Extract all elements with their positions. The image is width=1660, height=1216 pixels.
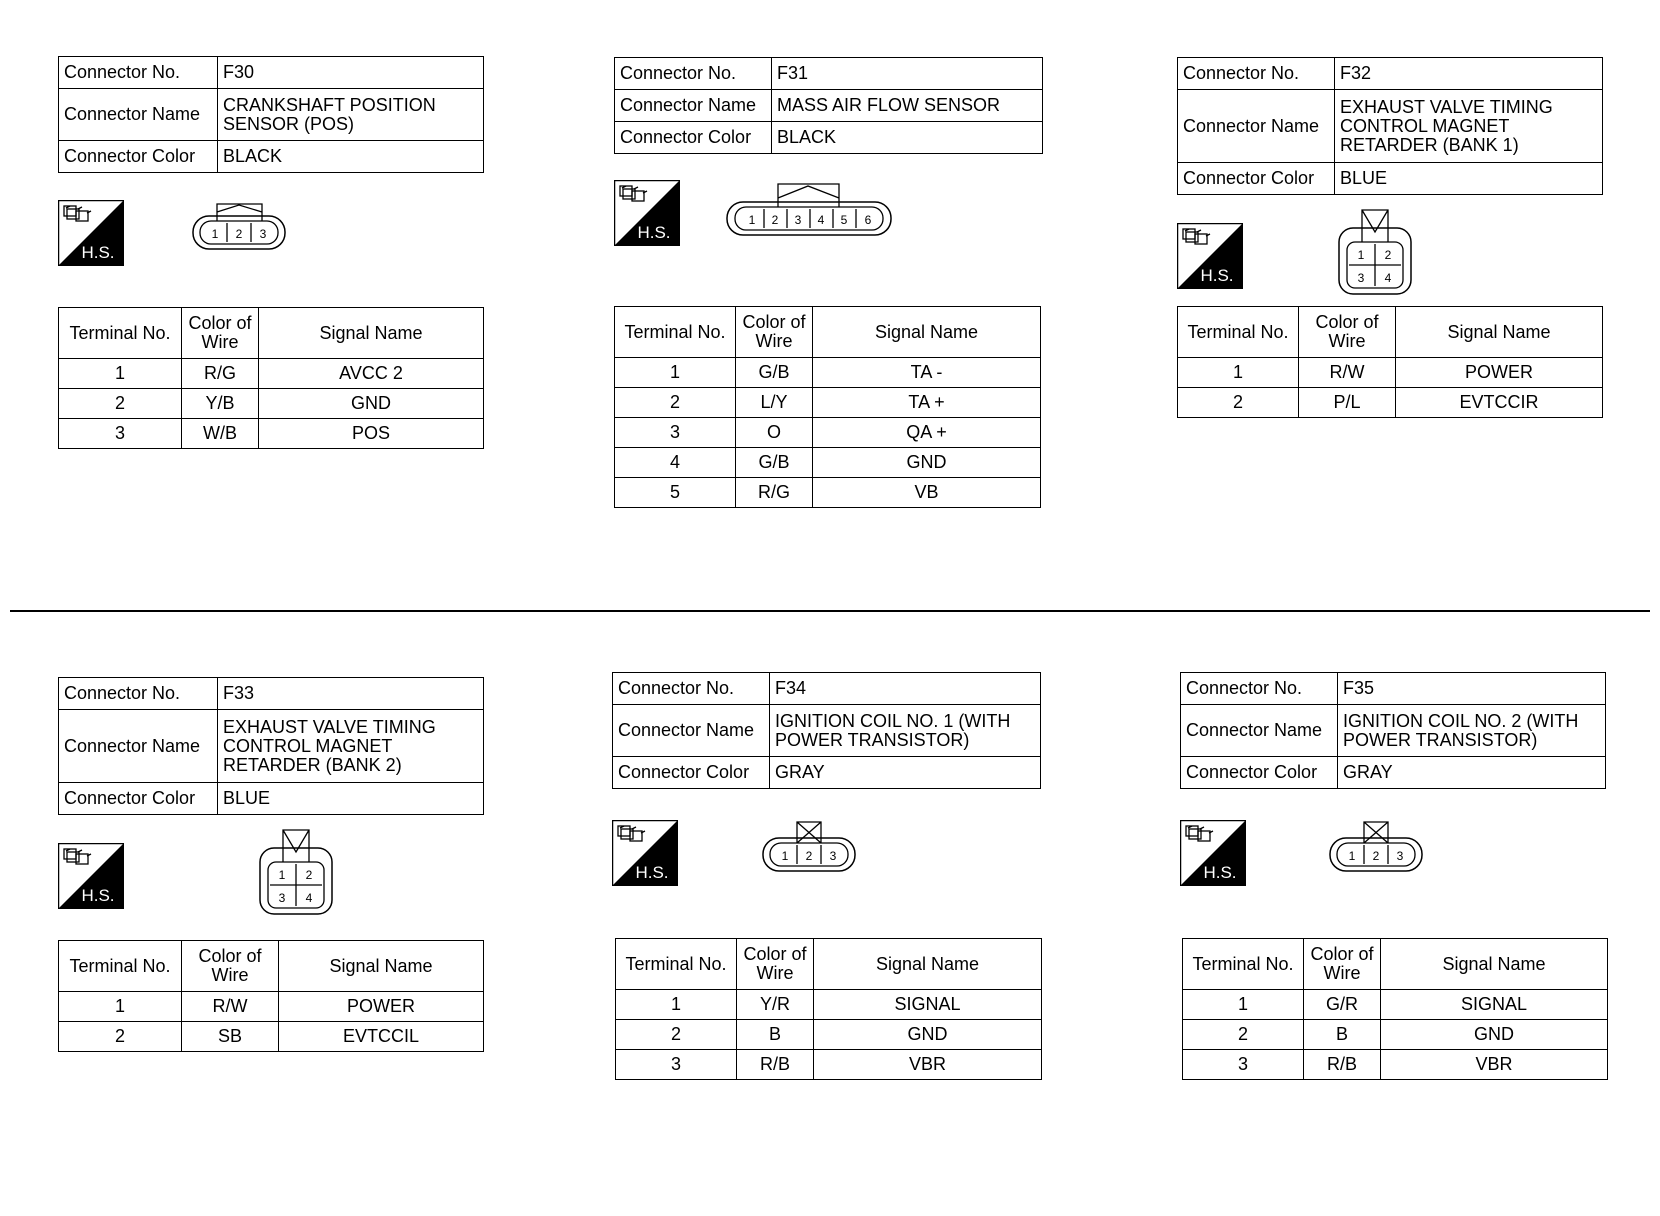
- wire-cell: L/Y: [736, 388, 813, 418]
- signal-name-header: Signal Name: [1396, 307, 1603, 358]
- signal-name-header: Signal Name: [1381, 939, 1608, 990]
- connector-face-3pin: [1327, 818, 1427, 876]
- terminal-cell: 1: [1183, 990, 1304, 1020]
- terminal-cell: 2: [1178, 388, 1299, 418]
- pin-3: 3: [1396, 849, 1404, 863]
- connector-info-table: [58, 677, 484, 815]
- pin-1: 1: [1348, 849, 1356, 863]
- connector-color-label: Connector Color: [613, 757, 770, 789]
- connector-name-value: MASS AIR FLOW SENSOR: [772, 90, 1043, 122]
- wire-color-header: Color of Wire: [1304, 939, 1381, 990]
- connector-name-value: IGNITION COIL NO. 2 (WITH POWER TRANSISTOR): [1338, 705, 1606, 757]
- connector-info-table: [612, 672, 1041, 789]
- connector-name-label: Connector Name: [1181, 705, 1338, 757]
- signal-cell: TA +: [813, 388, 1041, 418]
- pin-4: 4: [1384, 271, 1392, 285]
- terminal-cell: 1: [59, 359, 182, 389]
- connector-color-label: Connector Color: [1178, 163, 1335, 195]
- signal-cell: SIGNAL: [814, 990, 1042, 1020]
- pin-1: 1: [1357, 248, 1365, 262]
- connector-no-label: Connector No.: [59, 678, 218, 710]
- connector-no-value: F31: [772, 58, 1043, 90]
- terminal-no-header: Terminal No.: [59, 941, 182, 992]
- wire-color-header: Color of Wire: [182, 308, 259, 359]
- connector-color-value: GRAY: [1338, 757, 1606, 789]
- terminal-cell: 1: [1178, 358, 1299, 388]
- signal-cell: POWER: [1396, 358, 1603, 388]
- connector-face-6pin: [724, 178, 894, 240]
- wire-cell: R/G: [736, 478, 813, 508]
- terminal-cell: 1: [616, 990, 737, 1020]
- signal-name-header: Signal Name: [259, 308, 484, 359]
- harness-side-icon: [1180, 820, 1246, 886]
- connector-no-label: Connector No.: [59, 57, 218, 89]
- signal-cell: TA -: [813, 358, 1041, 388]
- pin-1: 1: [781, 849, 789, 863]
- terminal-cell: 3: [615, 418, 736, 448]
- connector-name-label: Connector Name: [1178, 90, 1335, 163]
- wire-cell: G/B: [736, 358, 813, 388]
- wire-color-header: Color of Wire: [1299, 307, 1396, 358]
- signal-cell: POS: [259, 419, 484, 449]
- wire-cell: R/W: [182, 992, 279, 1022]
- connector-no-value: F30: [218, 57, 484, 89]
- harness-side-icon: [1177, 223, 1243, 289]
- pin-2: 2: [805, 849, 813, 863]
- pin-2: 2: [235, 227, 243, 241]
- terminal-cell: 1: [59, 992, 182, 1022]
- terminal-cell: 4: [615, 448, 736, 478]
- wire-cell: R/G: [182, 359, 259, 389]
- signal-cell: GND: [814, 1020, 1042, 1050]
- pin-3: 3: [794, 213, 802, 227]
- table-row: [615, 448, 1041, 478]
- harness-side-icon: [58, 200, 124, 266]
- connector-name-label: Connector Name: [59, 89, 218, 141]
- terminal-no-header: Terminal No.: [59, 308, 182, 359]
- signal-name-header: Signal Name: [813, 307, 1041, 358]
- pin-1: 1: [211, 227, 219, 241]
- table-row: [615, 358, 1041, 388]
- pin-2: 2: [1384, 248, 1392, 262]
- pin-6: 6: [864, 213, 872, 227]
- terminal-cell: 2: [59, 1022, 182, 1052]
- table-row: [1178, 358, 1603, 388]
- connector-color-label: Connector Color: [59, 141, 218, 173]
- terminal-no-header: Terminal No.: [615, 307, 736, 358]
- connector-color-value: GRAY: [770, 757, 1041, 789]
- connector-no-value: F33: [218, 678, 484, 710]
- connector-name-value: CRANKSHAFT POSITION SENSOR (POS): [218, 89, 484, 141]
- connector-face-4pin: [257, 826, 337, 918]
- wire-cell: G/R: [1304, 990, 1381, 1020]
- signal-cell: SIGNAL: [1381, 990, 1608, 1020]
- connector-info-table: [1180, 672, 1606, 789]
- terminal-no-header: Terminal No.: [616, 939, 737, 990]
- table-row: [1183, 1020, 1608, 1050]
- terminal-cell: 2: [616, 1020, 737, 1050]
- connector-face-3pin: [190, 198, 290, 254]
- pin-5: 5: [840, 213, 848, 227]
- harness-side-icon: [614, 180, 680, 246]
- pin-2: 2: [305, 868, 313, 882]
- table-row: [1183, 1050, 1608, 1080]
- signal-cell: GND: [813, 448, 1041, 478]
- wire-cell: B: [737, 1020, 814, 1050]
- terminal-table: [614, 306, 1041, 508]
- connector-face-3pin: [760, 818, 860, 876]
- signal-name-header: Signal Name: [279, 941, 484, 992]
- table-row: [59, 1022, 484, 1052]
- wire-cell: Y/B: [182, 389, 259, 419]
- connector-no-label: Connector No.: [615, 58, 772, 90]
- pin-4: 4: [305, 891, 313, 905]
- connector-color-label: Connector Color: [59, 783, 218, 815]
- table-row: [616, 1050, 1042, 1080]
- connector-no-value: F32: [1335, 58, 1603, 90]
- signal-cell: GND: [259, 389, 484, 419]
- harness-side-icon: [612, 820, 678, 886]
- wire-cell: B: [1304, 1020, 1381, 1050]
- signal-cell: EVTCCIR: [1396, 388, 1603, 418]
- terminal-cell: 5: [615, 478, 736, 508]
- connector-no-label: Connector No.: [1178, 58, 1335, 90]
- terminal-no-header: Terminal No.: [1178, 307, 1299, 358]
- pin-3: 3: [278, 891, 286, 905]
- table-row: [616, 1020, 1042, 1050]
- hs-label: H.S.: [635, 863, 669, 882]
- wire-cell: P/L: [1299, 388, 1396, 418]
- connector-name-value: EXHAUST VALVE TIMING CONTROL MAGNET RETARDER (BANK 1): [1335, 90, 1603, 163]
- pin-2: 2: [1372, 849, 1380, 863]
- terminal-cell: 3: [616, 1050, 737, 1080]
- pin-2: 2: [771, 213, 779, 227]
- wire-cell: O: [736, 418, 813, 448]
- connector-color-label: Connector Color: [615, 122, 772, 154]
- connector-name-value: EXHAUST VALVE TIMING CONTROL MAGNET RETARDER (BANK 2): [218, 710, 484, 783]
- terminal-cell: 3: [59, 419, 182, 449]
- table-row: [59, 359, 484, 389]
- table-row: [59, 419, 484, 449]
- hs-label: H.S.: [1200, 266, 1234, 285]
- terminal-cell: 3: [1183, 1050, 1304, 1080]
- wire-cell: R/B: [1304, 1050, 1381, 1080]
- pin-1: 1: [748, 213, 756, 227]
- signal-name-header: Signal Name: [814, 939, 1042, 990]
- terminal-table: [615, 938, 1042, 1080]
- connector-info-table: [1177, 57, 1603, 195]
- terminal-cell: 2: [615, 388, 736, 418]
- wire-cell: R/B: [737, 1050, 814, 1080]
- hs-label: H.S.: [81, 243, 115, 262]
- section-divider: [10, 610, 1650, 612]
- connector-no-value: F34: [770, 673, 1041, 705]
- connector-name-label: Connector Name: [59, 710, 218, 783]
- hs-label: H.S.: [81, 886, 115, 905]
- connector-name-label: Connector Name: [615, 90, 772, 122]
- wire-cell: R/W: [1299, 358, 1396, 388]
- terminal-cell: 2: [59, 389, 182, 419]
- hs-label: H.S.: [1203, 863, 1237, 882]
- connector-info-table: [614, 57, 1043, 154]
- connector-color-value: BLUE: [218, 783, 484, 815]
- table-row: [615, 418, 1041, 448]
- signal-cell: EVTCCIL: [279, 1022, 484, 1052]
- terminal-table: [1182, 938, 1608, 1080]
- terminal-table: [58, 307, 484, 449]
- table-row: [1183, 990, 1608, 1020]
- connector-no-label: Connector No.: [613, 673, 770, 705]
- connector-face-4pin: [1336, 206, 1416, 298]
- signal-cell: AVCC 2: [259, 359, 484, 389]
- pin-3: 3: [1357, 271, 1365, 285]
- wire-color-header: Color of Wire: [737, 939, 814, 990]
- connector-name-label: Connector Name: [613, 705, 770, 757]
- table-row: [616, 990, 1042, 1020]
- wire-cell: SB: [182, 1022, 279, 1052]
- signal-cell: QA +: [813, 418, 1041, 448]
- signal-cell: VBR: [1381, 1050, 1608, 1080]
- table-row: [615, 388, 1041, 418]
- wire-cell: Y/R: [737, 990, 814, 1020]
- terminal-no-header: Terminal No.: [1183, 939, 1304, 990]
- table-row: [59, 389, 484, 419]
- pin-1: 1: [278, 868, 286, 882]
- connector-no-value: F35: [1338, 673, 1606, 705]
- harness-side-icon: [58, 843, 124, 909]
- table-row: [1178, 388, 1603, 418]
- connector-color-value: BLACK: [218, 141, 484, 173]
- pin-3: 3: [829, 849, 837, 863]
- pin-4: 4: [817, 213, 825, 227]
- pin-3: 3: [259, 227, 267, 241]
- signal-cell: VB: [813, 478, 1041, 508]
- connector-info-table: [58, 56, 484, 173]
- wire-color-header: Color of Wire: [182, 941, 279, 992]
- table-row: [59, 992, 484, 1022]
- connector-color-value: BLACK: [772, 122, 1043, 154]
- wire-cell: W/B: [182, 419, 259, 449]
- connector-color-value: BLUE: [1335, 163, 1603, 195]
- signal-cell: GND: [1381, 1020, 1608, 1050]
- signal-cell: POWER: [279, 992, 484, 1022]
- table-row: [615, 478, 1041, 508]
- terminal-table: [58, 940, 484, 1052]
- connector-color-label: Connector Color: [1181, 757, 1338, 789]
- terminal-cell: 1: [615, 358, 736, 388]
- terminal-table: [1177, 306, 1603, 418]
- hs-label: H.S.: [637, 223, 671, 242]
- connector-no-label: Connector No.: [1181, 673, 1338, 705]
- terminal-cell: 2: [1183, 1020, 1304, 1050]
- wire-color-header: Color of Wire: [736, 307, 813, 358]
- signal-cell: VBR: [814, 1050, 1042, 1080]
- connector-name-value: IGNITION COIL NO. 1 (WITH POWER TRANSISTOR): [770, 705, 1041, 757]
- wire-cell: G/B: [736, 448, 813, 478]
